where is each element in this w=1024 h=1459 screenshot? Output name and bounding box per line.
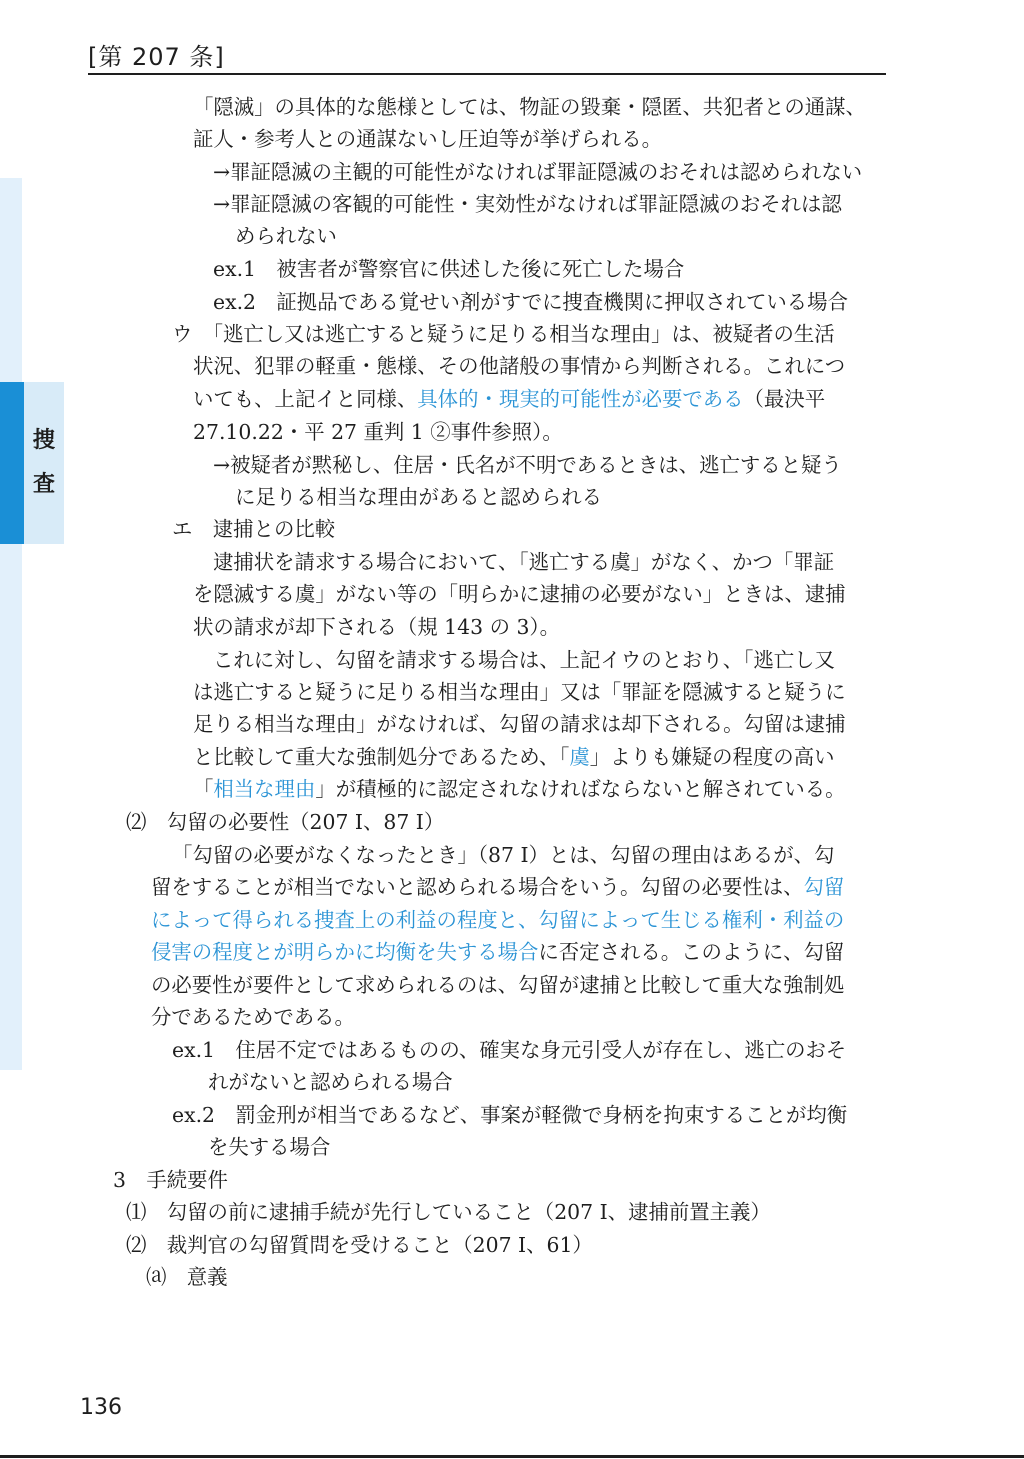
section-heading: エ 逮捕との比較 xyxy=(172,517,336,541)
example-line: を失する場合 xyxy=(208,1135,331,1159)
text-line: →罪証隠滅の主観的可能性がなければ罪証隠滅のおそれは認められない xyxy=(213,160,863,184)
text-segment: （最決平 xyxy=(743,387,826,411)
text-segment: 留をすることが相当でないと認められる場合をいう。勾留の必要性は、 xyxy=(151,875,804,899)
text-line xyxy=(193,383,825,415)
text-line xyxy=(151,936,844,968)
text-line: に足りる相当な理由があると認められる xyxy=(235,485,603,509)
chapter-tab-char-1: 捜 xyxy=(32,428,55,453)
header-rule xyxy=(88,73,886,75)
text-segment: いても、上記イと同様、 xyxy=(193,387,418,411)
text-segment: と比較して重大な強制処分であるため、「 xyxy=(193,745,570,769)
text-line: これに対し、勾留を請求する場合は、上記イウのとおり、「逃亡し又 xyxy=(213,648,835,672)
example-line: ex.2 証拠品である覚せい剤がすでに捜査機関に押収されている場合 xyxy=(213,290,848,314)
example-line: ex.2 罰金刑が相当であるなど、事案が軽微で身柄を拘束することが均衡 xyxy=(172,1103,848,1127)
page-number: 136 xyxy=(80,1395,122,1420)
example-line: ex.1 住居不定ではあるものの、確実な身元引受人が存在し、逃亡のおそ xyxy=(172,1038,847,1062)
text-line: 状の請求が却下される（規 143 の 3）。 xyxy=(193,615,560,639)
text-line xyxy=(151,871,844,903)
text-line: 足りる相当な理由」がなければ、勾留の請求は却下される。勾留は逮捕 xyxy=(193,712,846,736)
text-line: 「隠滅」の具体的な態様としては、物証の毀棄・隠匿、共犯者との通謀、 xyxy=(193,95,866,119)
text-line: →罪証隠滅の客観的可能性・実効性がなければ罪証隠滅のおそれは認 xyxy=(213,192,842,216)
text-line: は逃亡すると疑うに足りる相当な理由」又は「罪証を隠滅すると疑うに xyxy=(193,680,846,704)
text-segment: に否定される。このように、勾留 xyxy=(538,940,845,964)
text-line: 「勾留の必要がなくなったとき」（87 Ⅰ）とは、勾留の理由はあるが、勾 xyxy=(172,843,835,867)
text-line xyxy=(193,741,834,773)
section-heading: ⑴ 勾留の前に逮捕手続が先行していること（207 Ⅰ、逮捕前置主義） xyxy=(126,1200,771,1224)
text-line: 分であるためである。 xyxy=(151,1005,355,1029)
text-segment: 」が積極的に認定されなければならないと解されている。 xyxy=(315,777,846,801)
example-line: ex.1 被害者が警察官に供述した後に死亡した場合 xyxy=(213,257,685,281)
text-segment: 「 xyxy=(193,777,214,801)
highlighted-text: 虞 xyxy=(569,745,590,769)
highlighted-text: 相当な理由 xyxy=(213,777,316,801)
text-line: ウ 「逃亡し又は逃亡すると疑うに足りる相当な理由」は、被疑者の生活 xyxy=(172,322,835,346)
example-line: れがないと認められる場合 xyxy=(208,1070,453,1094)
text-line: を隠滅する虞」がない等の「明らかに逮捕の必要がない」ときは、逮捕 xyxy=(193,582,846,606)
section-heading: ⒜ 意義 xyxy=(146,1265,228,1289)
section-heading: ⑵ 勾留の必要性（207 Ⅰ、87 Ⅰ） xyxy=(126,810,445,834)
text-line: の必要性が要件として求められるのは、勾留が逮捕と比較して重大な強制処 xyxy=(151,973,845,997)
text-segment: 」よりも嫌疑の程度の高い xyxy=(589,745,835,769)
highlighted-text: 侵害の程度とが明らかに均衡を失する場合 xyxy=(151,940,539,964)
chapter-tab xyxy=(0,382,64,544)
text-line: 状況、犯罪の軽重・態様、その他諸般の事情から判断される。これにつ xyxy=(193,354,846,378)
text-line xyxy=(193,773,846,805)
highlighted-text: によって得られる捜査上の利益の程度と、勾留によって生じる権利・利益の xyxy=(151,908,845,932)
chapter-tab-char-2: 査 xyxy=(32,472,55,497)
highlighted-text: 勾留 xyxy=(803,875,845,899)
text-line: →被疑者が黙秘し、住居・氏名が不明であるときは、逃亡すると疑う xyxy=(213,453,842,477)
text-line: 逮捕状を請求する場合において、「逃亡する虞」がなく、かつ「罪証 xyxy=(213,550,835,574)
text-line: 27.10.22・平 27 重判 1 ②事件参照）。 xyxy=(193,420,563,444)
text-line: 証人・参考人との通謀ないし圧迫等が挙げられる。 xyxy=(193,127,662,151)
section-heading: 3 手続要件 xyxy=(113,1168,228,1192)
bottom-rule xyxy=(0,1455,1024,1458)
article-header: [第 207 条] xyxy=(88,43,225,71)
text-line: められない xyxy=(235,224,337,248)
side-strip xyxy=(0,178,22,1070)
highlighted-text: 具体的・現実的可能性が必要である xyxy=(417,387,744,411)
section-heading: ⑵ 裁判官の勾留質問を受けること（207 Ⅰ、61） xyxy=(126,1233,593,1257)
